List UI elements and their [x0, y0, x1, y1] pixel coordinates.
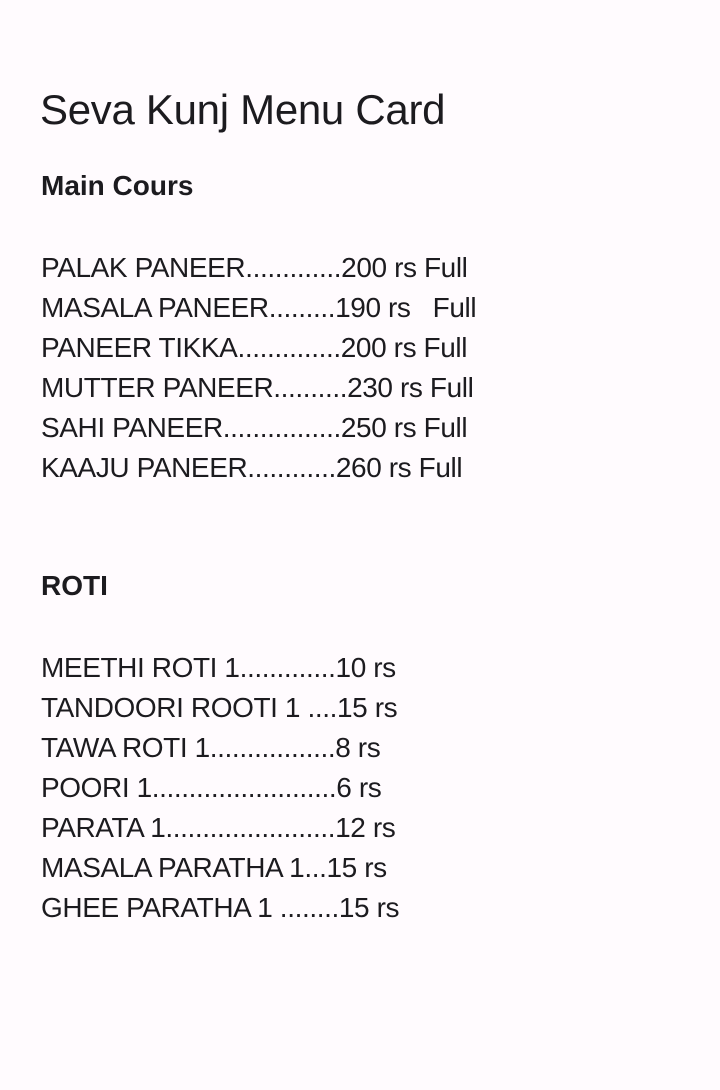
menu-item: MASALA PANEER.........190 rs Full — [41, 292, 477, 323]
menu-item: MEETHI ROTI 1.............10 rs — [41, 652, 396, 683]
main-course-list — [41, 248, 476, 488]
menu-item: MUTTER PANEER..........230 rs Full — [41, 372, 474, 403]
menu-item: PALAK PANEER.............200 rs Full — [41, 252, 468, 283]
page-title: Seva Kunj Menu Card — [40, 86, 446, 133]
menu-item: PANEER TIKKA..............200 rs Full — [41, 332, 468, 363]
menu-item: TANDOORI ROOTI 1 ....15 rs — [41, 692, 398, 723]
menu-item: POORI 1.........................6 rs — [41, 772, 382, 803]
menu-item: MASALA PARATHA 1...15 rs — [41, 852, 387, 883]
menu-item: GHEE PARATHA 1 ........15 rs — [41, 892, 400, 923]
section-heading-main-course: Main Cours — [41, 170, 194, 201]
menu-item: KAAJU PANEER............260 rs Full — [41, 452, 463, 483]
section-heading-roti: ROTI — [41, 570, 108, 601]
menu-item: TAWA ROTI 1.................8 rs — [41, 732, 381, 763]
menu-item: SAHI PANEER................250 rs Full — [41, 412, 468, 443]
menu-item: PARATA 1.......................12 rs — [41, 812, 396, 843]
roti-list — [41, 648, 399, 928]
